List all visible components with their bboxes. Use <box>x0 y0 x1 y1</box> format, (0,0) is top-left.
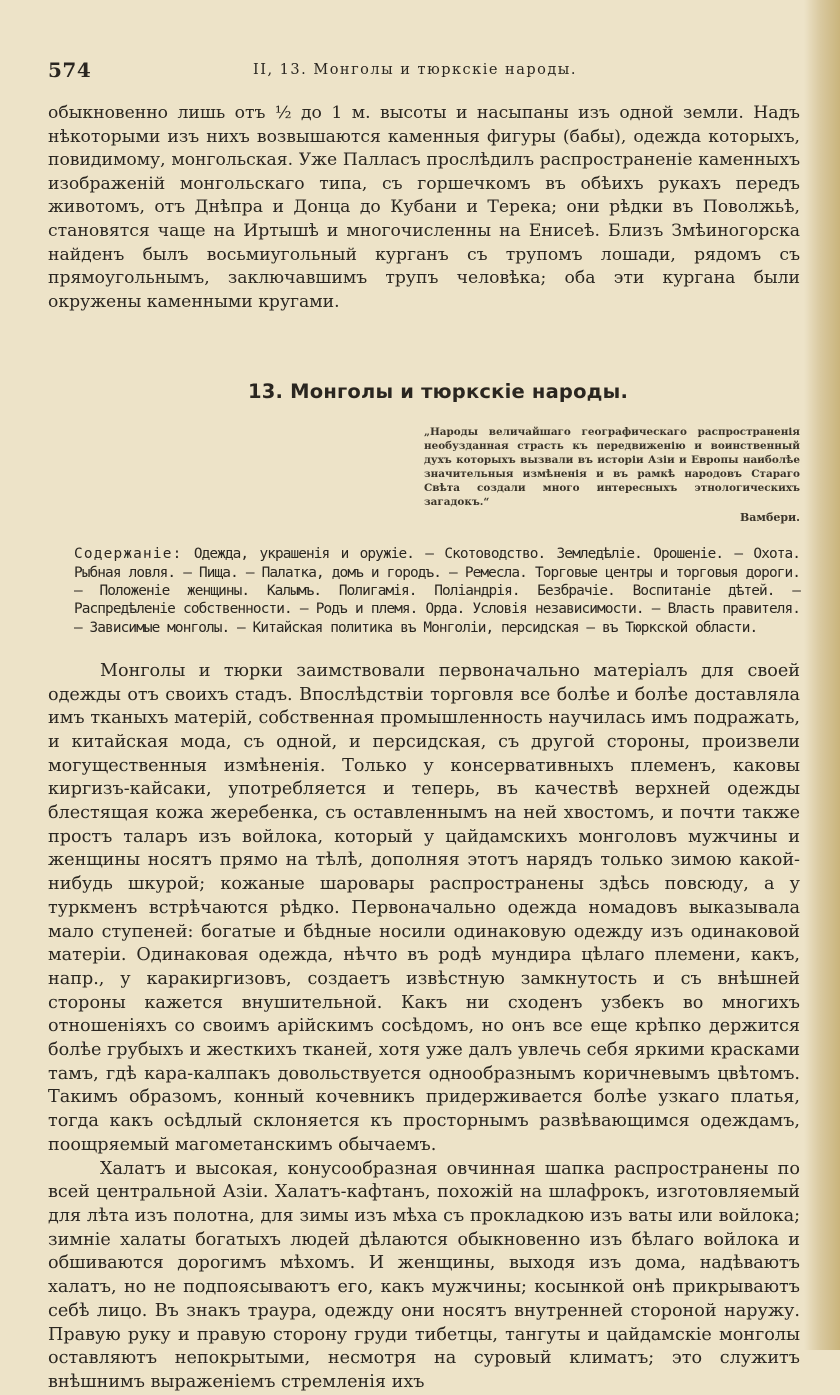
page-edge-shadow <box>804 0 840 1350</box>
section-title: 13. Монголы и тюркскіе народы. <box>248 380 629 404</box>
epigraph-author: Вамбери. <box>740 511 800 525</box>
running-title: II, 13. Монголы и тюркскіе народы. <box>253 62 577 78</box>
epigraph <box>424 425 800 525</box>
running-head <box>48 56 800 86</box>
section-contents <box>74 545 800 636</box>
epigraph-text: „Народы величайшаго географическаго распространенія необузданная страсть къ передвиженію и воинственный духъ которыхъ вызвали въ исторіи Азіи и Европы наиболѣе значительныя измѣненія и въ рамкѣ народовъ Стараго Свѣта создали много интересныхъ этнологическихъ загадокъ.“ <box>424 426 800 509</box>
contents-label: Содержаніе: <box>74 546 183 563</box>
book-page <box>48 56 800 1395</box>
continuation-paragraph: обыкновенно лишь отъ ½ до 1 м. высоты и насыпаны изъ одной земли. Надъ нѣкоторыми изъ нихъ возвышаются каменныя фигуры (бабы), одежда которыхъ, повидимому, монгольская. Уже Палласъ прослѣдилъ распространеніе каменныхъ изображеній монгольскаго типа, съ горшечкомъ въ обѣихъ рукахъ передъ животомъ, отъ Днѣпра и Донца до Кубани и Терека; они рѣдки въ Поволжьѣ, становятся чаще на Иртышѣ и многочисленны на Енисеѣ. Близъ Змѣиногорска найденъ былъ восьмиугольный курганъ съ трупомъ лошади, рядомъ съ прямоугольнымъ, заключавшимъ трупъ человѣка; оба эти кургана были окружены каменными кругами. <box>48 103 800 312</box>
body-paragraph-2: Халатъ и высокая, конусообразная овчинная шапка распространены по всей центральной Азіи. Халатъ-кафтанъ, похожій на шлафрокъ, изготовляемый для лѣта изъ полотна, для зимы изъ мѣха съ прокладкою изъ ваты или войлока; зимніе халаты богатыхъ людей дѣлаются обыкновенно изъ бѣлаго войлока и обшиваются дорогимъ мѣхомъ. И женщины, выходя изъ дома, надѣваютъ халатъ, но не подпоясываютъ его, какъ мужчины; косынкой онѣ прикрываютъ себѣ лицо. Въ знакъ траура, одежду они носятъ внутренней стороной наружу. Правую руку и правую сторону груди тибетцы, тангуты и цайдамскіе монголы оставляютъ непокрытыми, несмотря на суровый климатъ; это служитъ внѣшнимъ выраженіемъ стремленія ихъ <box>48 1158 800 1392</box>
contents-list: Одежда, украшенія и оружіе. — Скотоводство. Земледѣліе. Орошеніе. — Охота. Рыбная ловля. — Пища. — Палатка, домъ и городъ. — Ремесла. Торговые центры и торговыя дороги. — Положеніе женщины. Калымъ. Полигамія. Поліандрія. Безбрачіе. Воспитаніе дѣтей. — Распредѣленіе собственности. — Родъ и племя. Орда. Условія независимости. — Власть правителя. — Зависимые монголы. — Китайская политика въ Монголіи, персидская — въ Тюркской области. <box>74 546 801 636</box>
page-number: 574 <box>48 58 92 82</box>
body-paragraph-1: Монголы и тюрки заимствовали первоначально матеріалъ для своей одежды отъ своихъ стадъ. Впослѣдствіи торговля все болѣе и болѣе доставляла имъ тканыхъ матерій, собственная промышленность научилась имъ подражать, и китайская мода, съ одной, и персидская, съ другой стороны, произвели могущественныя измѣненія. Только у консервативныхъ племенъ, каковы киргизъ-кайсаки, употребляется и теперь, въ качествѣ верхней одежды блестящая кожа жеребенка, съ оставленнымъ на ней хвостомъ, и почти также простъ таларъ изъ войлока, который у цайдамскихъ монголовъ мужчины и женщины носятъ прямо на тѣлѣ, дополняя этотъ нарядъ только зимою какой-нибудь шкурой; кожаные шаровары распространены здѣсь повсюду, а у туркменъ встрѣчаются рѣдко. Первоначально одежда номадовъ выказывала мало ступеней: богатые и бѣдные носили одинаковую одежду изъ одинаковой матеріи. Одинаковая одежда, нѣчто въ родѣ мундира цѣлаго племени, какъ, напр., у каракиргизовъ, создаетъ извѣстную замкнутость и съ внѣшней стороны кажется внушительной. Какъ ни сходенъ узбекъ во многихъ отношеніяхъ со своимъ арійскимъ сосѣдомъ, но онъ все еще крѣпко держится болѣе грубыхъ и жесткихъ тканей, хотя уже далъ увлечь себя яркими красками тамъ, гдѣ кара-калпакъ довольствуется однообразнымъ коричневымъ цвѣтомъ. Такимъ образомъ, конный кочевникъ придерживается болѣе узкаго платья, тогда какъ осѣдлый склоняется къ просторнымъ развѣвающимся одеждамъ, поощряемый магометанскимъ обычаемъ. <box>48 660 800 1155</box>
